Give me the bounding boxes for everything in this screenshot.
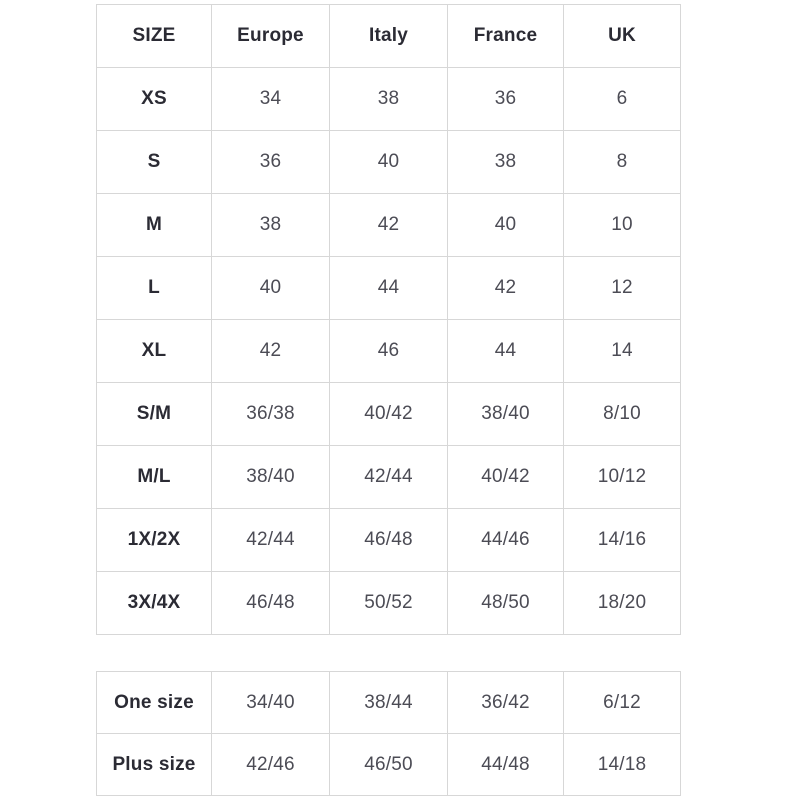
special-size-table: [96, 671, 681, 796]
table-row: [97, 68, 681, 131]
cell-france: 40/42: [448, 446, 564, 509]
table-row: [97, 383, 681, 446]
cell-europe: 34/40: [212, 672, 330, 734]
cell-italy: 42/44: [330, 446, 448, 509]
cell-italy: 46: [330, 320, 448, 383]
row-label: S/M: [97, 383, 212, 446]
cell-uk: 12: [564, 257, 681, 320]
cell-france: 36/42: [448, 672, 564, 734]
cell-italy: 46/50: [330, 734, 448, 796]
cell-italy: 46/48: [330, 509, 448, 572]
cell-uk: 14/16: [564, 509, 681, 572]
cell-france: 38: [448, 131, 564, 194]
cell-italy: 50/52: [330, 572, 448, 635]
cell-france: 38/40: [448, 383, 564, 446]
cell-france: 36: [448, 68, 564, 131]
cell-france: 42: [448, 257, 564, 320]
table-row: [97, 257, 681, 320]
column-header-france: France: [448, 5, 564, 68]
size-guide: [96, 4, 680, 796]
cell-france: 44: [448, 320, 564, 383]
cell-uk: 10: [564, 194, 681, 257]
table-row: [97, 194, 681, 257]
cell-europe: 38/40: [212, 446, 330, 509]
cell-europe: 42/46: [212, 734, 330, 796]
column-header-europe: Europe: [212, 5, 330, 68]
table-row: [97, 672, 681, 734]
cell-europe: 38: [212, 194, 330, 257]
cell-europe: 36/38: [212, 383, 330, 446]
column-header-uk: UK: [564, 5, 681, 68]
table-row: [97, 509, 681, 572]
cell-italy: 44: [330, 257, 448, 320]
table-row: [97, 131, 681, 194]
row-label: 3X/4X: [97, 572, 212, 635]
cell-europe: 36: [212, 131, 330, 194]
table-row: [97, 572, 681, 635]
cell-italy: 42: [330, 194, 448, 257]
row-label: XL: [97, 320, 212, 383]
row-label: M: [97, 194, 212, 257]
cell-uk: 6: [564, 68, 681, 131]
table-row: [97, 734, 681, 796]
column-header-italy: Italy: [330, 5, 448, 68]
cell-france: 44/46: [448, 509, 564, 572]
cell-italy: 40/42: [330, 383, 448, 446]
cell-france: 44/48: [448, 734, 564, 796]
cell-uk: 10/12: [564, 446, 681, 509]
cell-france: 48/50: [448, 572, 564, 635]
cell-uk: 14/18: [564, 734, 681, 796]
cell-france: 40: [448, 194, 564, 257]
cell-europe: 46/48: [212, 572, 330, 635]
row-label: M/L: [97, 446, 212, 509]
cell-uk: 18/20: [564, 572, 681, 635]
row-label: XS: [97, 68, 212, 131]
cell-europe: 34: [212, 68, 330, 131]
cell-uk: 14: [564, 320, 681, 383]
cell-europe: 40: [212, 257, 330, 320]
row-label: One size: [97, 672, 212, 734]
cell-europe: 42: [212, 320, 330, 383]
cell-uk: 8/10: [564, 383, 681, 446]
table-row: [97, 320, 681, 383]
cell-italy: 38: [330, 68, 448, 131]
size-conversion-table: [96, 4, 681, 635]
cell-uk: 6/12: [564, 672, 681, 734]
header-row: [97, 5, 681, 68]
cell-uk: 8: [564, 131, 681, 194]
row-label: 1X/2X: [97, 509, 212, 572]
row-label: L: [97, 257, 212, 320]
row-label: Plus size: [97, 734, 212, 796]
column-header-size: SIZE: [97, 5, 212, 68]
cell-europe: 42/44: [212, 509, 330, 572]
table-row: [97, 446, 681, 509]
row-label: S: [97, 131, 212, 194]
cell-italy: 38/44: [330, 672, 448, 734]
cell-italy: 40: [330, 131, 448, 194]
